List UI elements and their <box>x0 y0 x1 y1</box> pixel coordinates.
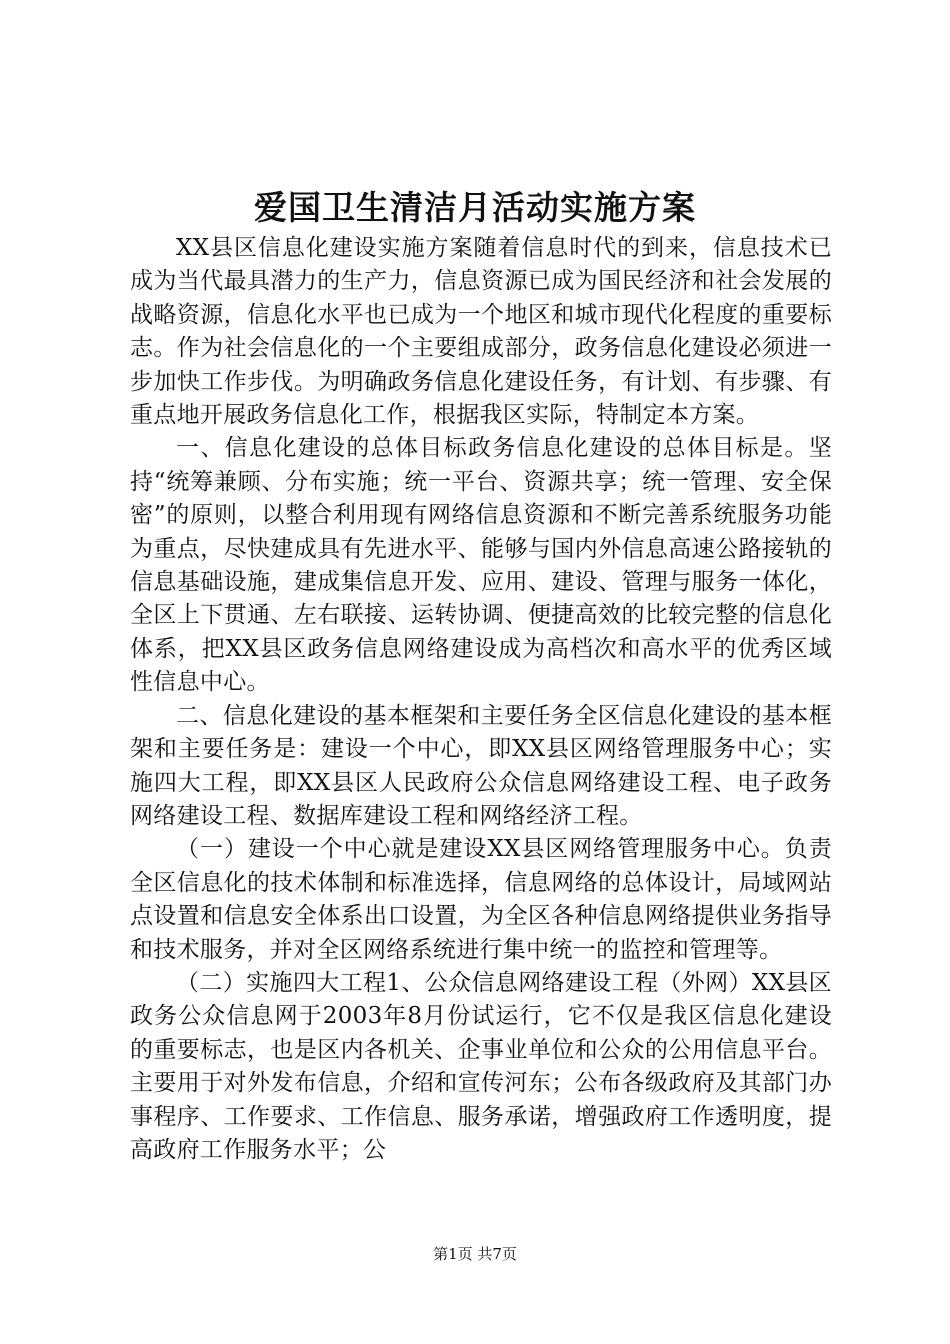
document-body <box>130 232 832 1167</box>
page-number-footer: 第1页 共7页 <box>433 1245 517 1263</box>
document-title: 爱国卫生清洁月活动实施方案 <box>254 188 696 227</box>
paragraph-section-2: 二、信息化建设的基本框架和主要任务全区信息化建设的基本框架和主要任务是：建设一个中心，即XX县区网络管理服务中心；实施四大工程，即XX县区人民政府公众信息网络建设工程、电子政务网络建设工程、数据库建设工程和网络经济工程。 <box>130 702 832 829</box>
paragraph-subsection-2: （二）实施四大工程1、公众信息网络建设工程（外网）XX县区政务公众信息网于2003年8月份试运行，它不仅是我区信息化建设的重要标志，也是区内各机关、企事业单位和公众的公用信息平台。主要用于对外发布信息，介绍和宣传河东；公布各级政府及其部门办事程序、工作要求、工作信息、服务承诺，增强政府工作透明度，提高政府工作服务水平；公 <box>130 969 832 1163</box>
paragraph-section-1: 一、信息化建设的总体目标政务信息化建设的总体目标是。坚持“统筹兼顾、分布实施；统一平台、资源共享；统一管理、安全保密”的原则，以整合利用现有网络信息资源和不断完善系统服务功能为重点，尽快建成具有先进水平、能够与国内外信息高速公路接轨的信息基础设施，建成集信息开发、应用、建设、管理与服务一体化，全区上下贯通、左右联接、运转协调、便捷高效的比较完整的信息化体系，把XX县区政务信息网络建设成为高档次和高水平的优秀区域性信息中心。 <box>130 435 832 696</box>
paragraph-intro: XX县区信息化建设实施方案随着信息时代的到来，信息技术已成为当代最具潜力的生产力，信息资源已成为国民经济和社会发展的战略资源，信息化水平也已成为一个地区和城市现代化程度的重要标志。作为社会信息化的一个主要组成部分，政务信息化建设必须进一步加快工作步伐。为明确政务信息化建设任务，有计划、有步骤、有重点地开展政务信息化工作，根据我区实际，特制定本方案。 <box>130 235 832 429</box>
paragraph-subsection-1: （一）建设一个中心就是建设XX县区网络管理服务中心。负责全区信息化的技术体制和标准选择，信息网络的总体设计，局域网站点设置和信息安全体系出口设置，为全区各种信息网络提供业务指导和技术服务，并对全区网络系统进行集中统一的监控和管理等。 <box>130 836 832 963</box>
